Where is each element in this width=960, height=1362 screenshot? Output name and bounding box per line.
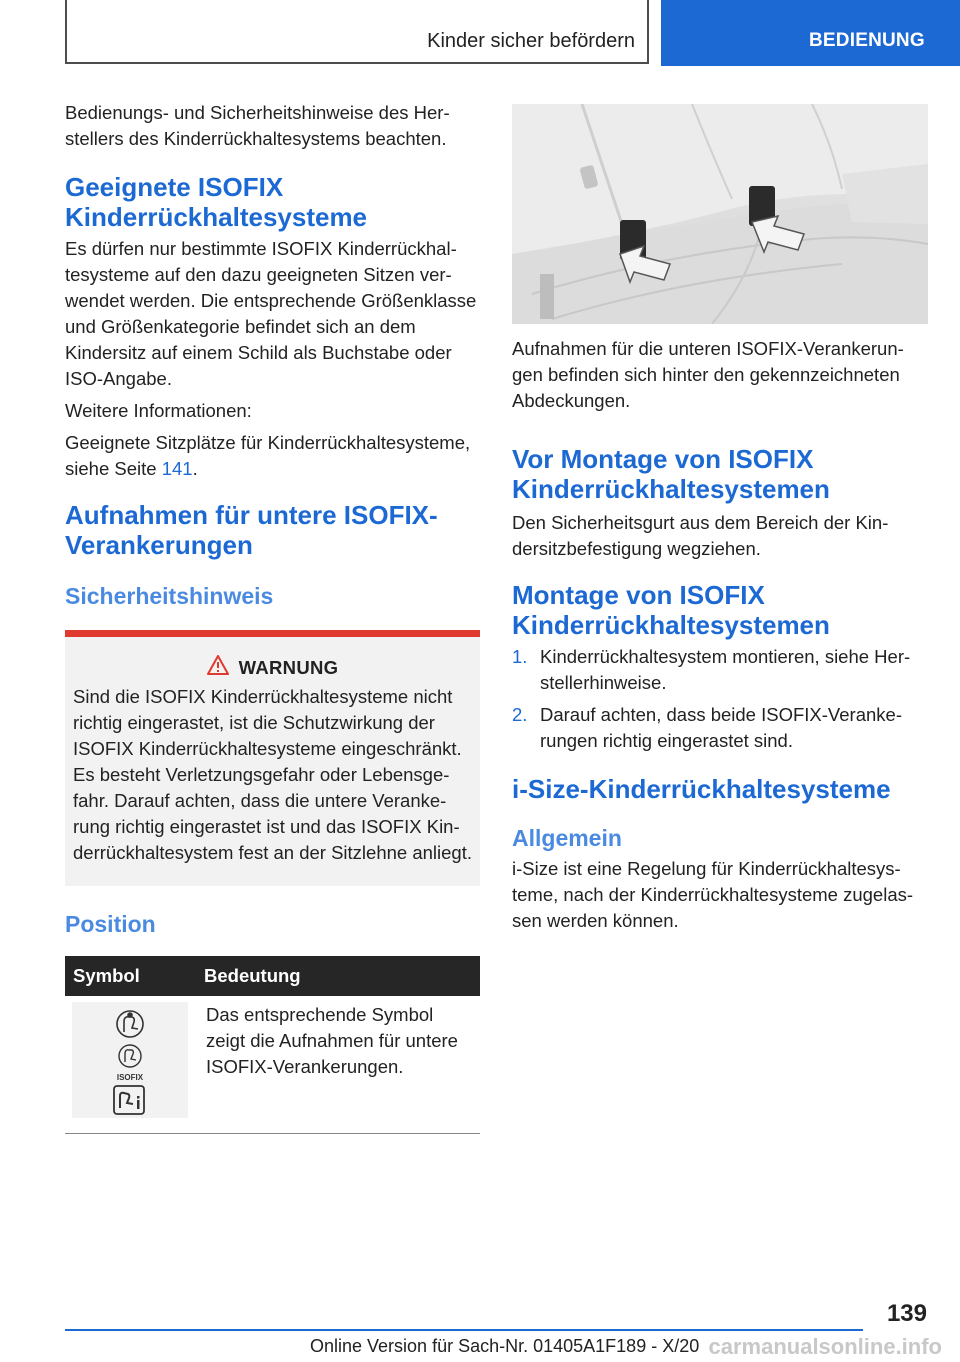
header-frame [65,0,649,64]
paragraph-allgemein: i-Size ist eine Regelung für Kinderrückhaltesysteme, nach der Kinderrückhaltesysteme zugelassen werden können. [512,858,914,931]
rear-seat-image [512,104,928,324]
heading-geeignete: Geeignete ISOFIX Kinderrückhaltesysteme [65,172,368,232]
watermark: carmanualsonline.info [708,1334,942,1359]
page-reference-link[interactable]: 141 [161,458,193,479]
list-item [512,644,928,696]
sitzplaetze-text: Geeignete Sitzplätze für Kinderrückhaltesysteme, siehe Seite [65,432,471,479]
period: . [192,458,198,479]
table-bottom-rule [65,1124,480,1134]
warning-header [73,655,472,680]
isofix-icon-label: ISOFIX [116,1073,144,1082]
table-row [65,996,480,1124]
isofix-child-seat-icon [117,1011,143,1037]
isofix-seat-label-icon [119,1045,141,1067]
heading-isize: i-Size-Kinderrückhaltesysteme [512,774,891,804]
online-version-text: Online Version für Sach-Nr. 01405A1F189 - X/20 [310,1336,700,1356]
symbol-table [65,956,480,1124]
paragraph-sitzplaetze [65,430,480,482]
step-number: 2. [512,704,528,725]
isofix-symbol-group-icon [72,1002,188,1118]
heading-sicherheitshinweis: Sicherheitshinweis [65,583,274,609]
warning-triangle-icon [207,655,229,680]
intro-paragraph: Bedienungs- und Sicherheitshinweise des Herstellers des Kinderrückhaltesystems beachten. [65,102,450,149]
heading-allgemein: Allgemein [512,825,622,851]
footer-rule [65,1329,863,1331]
isofix-symbols [72,1002,188,1118]
chapter-tab-label: BEDIENUNG [809,30,925,51]
photo-caption: Aufnahmen für die unteren ISOFIX-Verankerungen befinden sich hinter den gekennzeichneten Abdeckungen. [512,338,904,411]
table-header-meaning: Bedeutung [196,956,480,996]
warning-box [65,630,480,886]
montage-steps [512,644,928,754]
heading-aufnahmen: Aufnahmen für untere ISOFIX-Verankerungen [65,500,438,560]
step-text: Darauf achten, dass beide ISOFIX-Verankerungen richtig eingerastet sind. [540,704,902,751]
paragraph-geeignete: Es dürfen nur bestimmte ISOFIX Kinderrückhaltesysteme auf den dazu geeigneten Sitzen verwendet werden. Die entsprechende Größenklasse und Größenkategorie befindet sich an dem Kindersitz auf einem Schild als Buchstabe oder ISO-Angabe. [65,238,477,389]
right-column [512,104,928,940]
meaning-cell: Das entsprechende Symbol zeigt die Aufnahmen für untere ISOFIX-Verankerungen. [206,1004,458,1077]
step-number: 1. [512,646,528,667]
heading-vor-montage: Vor Montage von ISOFIX Kinderrückhaltesystemen [512,444,830,504]
symbol-cell [65,996,196,1124]
chapter-tab[interactable] [661,0,960,66]
table-header-row [65,956,480,996]
warning-title: WARNUNG [238,656,339,678]
table-header-symbol: Symbol [65,956,196,996]
warning-text: Sind die ISOFIX Kinderrückhaltesysteme nicht richtig eingerastet, ist die Schutzwirkung der ISOFIX Kinderrückhaltesysteme eingeschränkt. Es besteht Verletzungsgefahr oder Lebensgefahr. Darauf achten, dass die untere Verankerung richtig eingerastet ist und das ISOFIX Kinderrückhaltesystem fest an der Sitzlehne anliegt. [73,686,472,863]
heading-montage: Montage von ISOFIX Kinderrückhaltesystemen [512,580,830,640]
isofix-anchor-photo [512,104,928,324]
paragraph-vor-montage: Den Sicherheitsgurt aus dem Bereich der Kindersitzbefestigung wegziehen. [512,512,889,559]
heading-position: Position [65,911,156,937]
paragraph-weitere: Weitere Informationen: [65,400,252,421]
page-number: 139 [886,1300,927,1327]
isofix-info-icon [114,1086,144,1114]
left-column [65,100,480,1134]
step-text: Kinderrückhaltesystem montieren, siehe Herstellerhinweise. [540,646,911,693]
list-item [512,702,928,754]
section-title: Kinder sicher befördern [427,30,635,52]
